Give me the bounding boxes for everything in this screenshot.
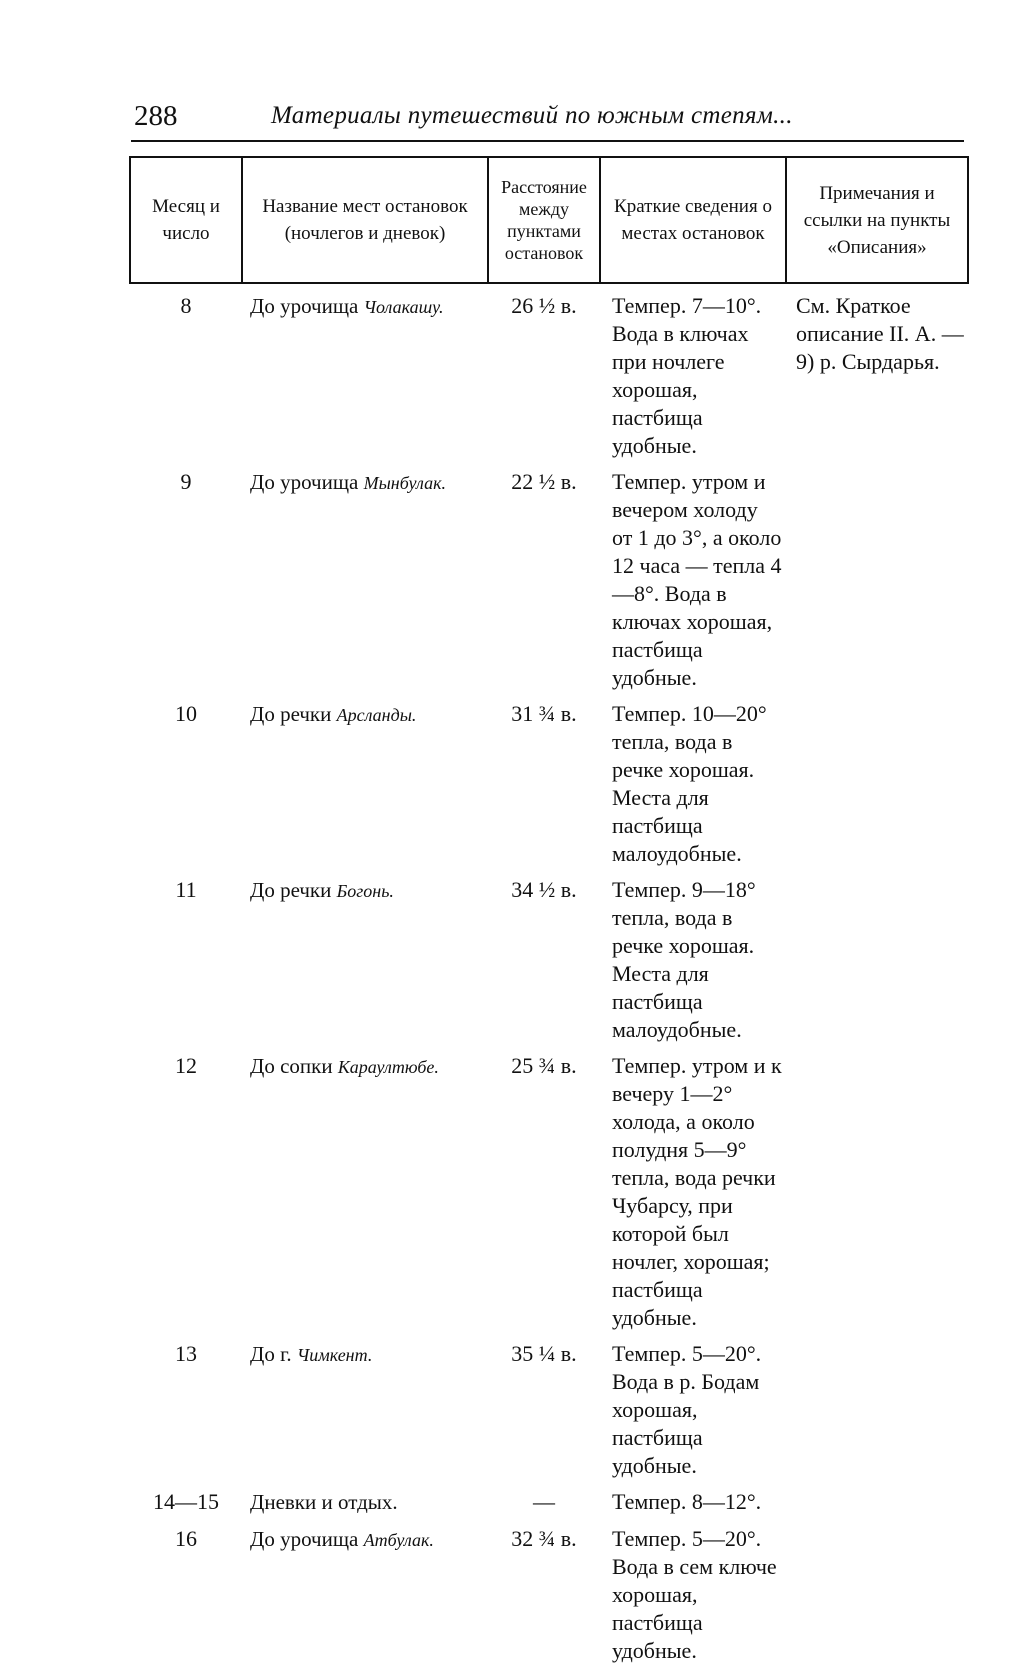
place-name: Атбулак. [363, 1530, 434, 1550]
row-date: 8 [180, 293, 192, 318]
row-place [242, 876, 488, 1052]
place-name: Мынбулак. [363, 473, 447, 493]
place-prefix: До урочища [250, 1527, 364, 1551]
row-date: 14—15 [153, 1489, 219, 1514]
row-date: 10 [175, 701, 197, 726]
row-distance: 32 ¾ в. [511, 1526, 577, 1551]
table-row [130, 1488, 968, 1525]
place-name: Чолакашу. [363, 297, 444, 317]
table-header [130, 157, 968, 283]
row-place [242, 1340, 488, 1488]
header-notes: Примечания и ссылки на пункты «Описания» [786, 157, 968, 283]
row-date: 13 [175, 1341, 197, 1366]
row-date: 9 [180, 469, 192, 494]
row-place [242, 1525, 488, 1673]
row-note [786, 1052, 968, 1340]
row-info: Темпер. утром и к вечеру 1—2° холода, а около полудня 5—9° тепла, вода речки Чубарсу, при которой был ночлег, хорошая; пастбища удобные. [612, 1053, 782, 1330]
row-place [242, 1488, 488, 1525]
row-note [786, 468, 968, 700]
row-note [786, 700, 968, 876]
row-note [786, 1488, 968, 1525]
place-name: Арсланды. [336, 705, 417, 725]
place-name: Чимкент. [296, 1345, 373, 1365]
place-prefix: До речки [250, 878, 337, 902]
table-row [130, 468, 968, 700]
page-header [131, 96, 964, 142]
header-date: Месяц и число [130, 157, 242, 283]
row-distance: 26 ½ в. [511, 293, 577, 318]
itinerary-table [129, 156, 969, 1673]
place-prefix: До урочища [250, 294, 364, 318]
page-number: 288 [134, 100, 178, 132]
row-distance: — [533, 1489, 555, 1514]
header-place: Название мест остановок (ночлегов и дневок) [242, 157, 488, 283]
row-info: Темпер. утром и вечером холоду от 1 до 3°, а около 12 часа — тепла 4—8°. Вода в ключах хорошая, пастбища удобные. [612, 469, 782, 690]
row-info: Темпер. 8—12°. [612, 1489, 762, 1514]
header-distance: Расстояние между пунктами остановок [488, 157, 600, 283]
row-note: См. Краткое описание II. А. — 9) р. Сырдарья. [796, 293, 964, 374]
row-distance: 31 ¾ в. [511, 701, 577, 726]
row-date: 12 [175, 1053, 197, 1078]
table-row [130, 1525, 968, 1673]
row-distance: 34 ½ в. [511, 877, 577, 902]
place-prefix: Дневки и отдых. [250, 1490, 398, 1514]
row-distance: 22 ½ в. [511, 469, 577, 494]
row-distance: 25 ¾ в. [511, 1053, 577, 1078]
table-row [130, 876, 968, 1052]
table-body [130, 283, 968, 1673]
row-info: Темпер. 5—20°. Вода в р. Бодам хорошая, пастбища удобные. [612, 1341, 762, 1478]
place-prefix: До сопки [250, 1054, 338, 1078]
row-place [242, 700, 488, 876]
row-place [242, 468, 488, 700]
running-title: Материалы путешествий по южным степям... [271, 102, 793, 129]
row-info: Темпер. 5—20°. Вода в сем ключе хорошая, пастбища удобные. [612, 1526, 777, 1663]
place-prefix: До урочища [250, 470, 364, 494]
table-row [130, 283, 968, 468]
place-prefix: До речки [250, 702, 337, 726]
row-info: Темпер. 7—10°. Вода в ключах при ночлеге хорошая, пастбища удобные. [612, 293, 762, 458]
row-place [242, 1052, 488, 1340]
row-distance: 35 ¼ в. [511, 1341, 577, 1366]
row-note [786, 1340, 968, 1488]
place-prefix: До г. [250, 1342, 297, 1366]
row-date: 11 [175, 877, 197, 902]
row-note [786, 876, 968, 1052]
row-note [786, 1525, 968, 1673]
place-name: Караултюбе. [337, 1057, 439, 1077]
row-info: Темпер. 9—18° тепла, вода в речке хорошая. Места для пастбища малоудобные. [612, 877, 756, 1042]
table-row [130, 1340, 968, 1488]
place-name: Богонь. [336, 881, 394, 901]
row-place [242, 283, 488, 468]
row-date: 16 [175, 1526, 197, 1551]
table-row [130, 1052, 968, 1340]
row-info: Темпер. 10—20° тепла, вода в речке хорошая. Места для пастбища малоудобные. [612, 701, 767, 866]
table-row [130, 700, 968, 876]
header-info: Краткие сведения о местах остановок [600, 157, 786, 283]
